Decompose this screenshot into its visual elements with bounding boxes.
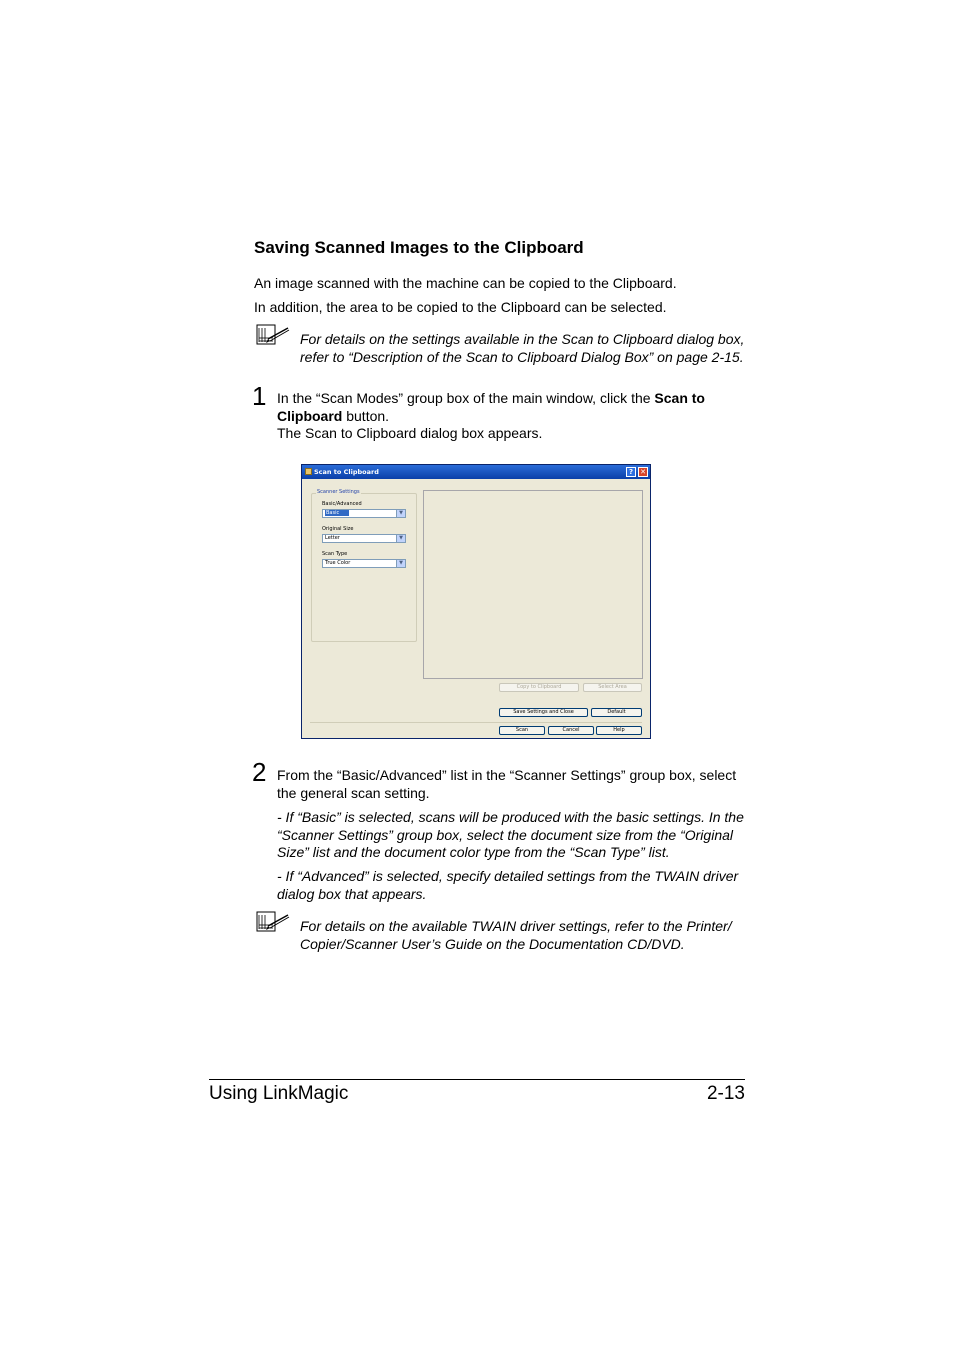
step-1-result: The Scan to Clipboard dialog box appears.	[277, 425, 543, 441]
select-area-button[interactable]: Select Area	[583, 683, 642, 692]
close-icon[interactable]: ✕	[638, 467, 648, 477]
group-title: Scanner Settings	[317, 489, 360, 495]
step-number: 2	[252, 757, 267, 787]
page-number: 2-13	[706, 1083, 745, 1104]
footer-chapter-title: Using LinkMagic	[209, 1083, 349, 1104]
copy-to-clipboard-button[interactable]: Copy to Clipboard	[499, 683, 579, 692]
note-pencil-icon	[256, 324, 290, 346]
note-text: For details on the available TWAIN driver settings, refer to the Printer/ Copier/Scanner User’s Guide on the Documentation CD/DVD.	[300, 918, 732, 952]
dialog-title: Scan to Clipboard	[314, 468, 379, 476]
scan-to-clipboard-dialog	[301, 464, 651, 739]
save-settings-close-button[interactable]: Save Settings and Close	[499, 708, 588, 717]
original-size-select[interactable]	[322, 534, 406, 543]
default-button[interactable]: Default	[591, 708, 642, 717]
chevron-down-icon[interactable]: ▼	[396, 535, 405, 542]
step-1-text-before: In the “Scan Modes” group box of the main window, click the	[277, 390, 655, 406]
note-text: For details on the settings available in the Scan to Clipboard dialog box, refer to “Description of the Scan to Clipboard Dialog Box” on page 2-15.	[300, 331, 745, 365]
app-icon	[305, 468, 312, 475]
scan-button[interactable]: Scan	[499, 726, 545, 735]
step-2-text: From the “Basic/Advanced” list in the “Scanner Settings” group box, select the general scan setting.	[277, 767, 737, 801]
dialog-titlebar	[302, 465, 650, 479]
intro-paragraph-2: In addition, the area to be copied to the Clipboard can be selected.	[254, 299, 667, 315]
divider	[310, 722, 642, 723]
chevron-down-icon[interactable]: ▼	[396, 560, 405, 567]
intro-paragraph-1: An image scanned with the machine can be copied to the Clipboard.	[254, 275, 677, 291]
footer-divider	[209, 1079, 745, 1080]
basic-option-note: - If “Basic” is selected, scans will be produced with the basic settings. In the “Scanner Settings” group box, select the document size from the “Original Size” list and the document color type from the “Scan Type” list.	[277, 809, 744, 860]
help-icon[interactable]: ?	[626, 467, 636, 477]
section-heading: Saving Scanned Images to the Clipboard	[254, 238, 584, 257]
combo-value: Basic	[325, 510, 349, 516]
scan-type-label: Scan Type	[322, 551, 348, 557]
cancel-button[interactable]: Cancel	[548, 726, 594, 735]
original-size-label: Original Size	[322, 526, 354, 532]
combo-value: Letter	[325, 535, 340, 541]
basic-advanced-label: Basic/Advanced	[322, 501, 362, 507]
chevron-down-icon[interactable]: ▼	[396, 510, 405, 517]
step-1-text	[277, 390, 747, 443]
help-button[interactable]: Help	[596, 726, 642, 735]
note-pencil-icon	[256, 911, 290, 933]
preview-area[interactable]	[423, 490, 643, 679]
basic-advanced-select[interactable]	[322, 509, 406, 518]
scan-type-select[interactable]	[322, 559, 406, 568]
step-1-text-bold: Scan to Clipboard	[277, 390, 705, 424]
step-1-text-after: button.	[342, 407, 390, 424]
scanner-settings-group	[311, 489, 417, 642]
advanced-option-note: - If “Advanced” is selected, specify detailed settings from the TWAIN driver dialog box that appears.	[277, 868, 739, 902]
step-number: 1	[252, 381, 267, 411]
combo-value: True Color	[325, 560, 351, 566]
